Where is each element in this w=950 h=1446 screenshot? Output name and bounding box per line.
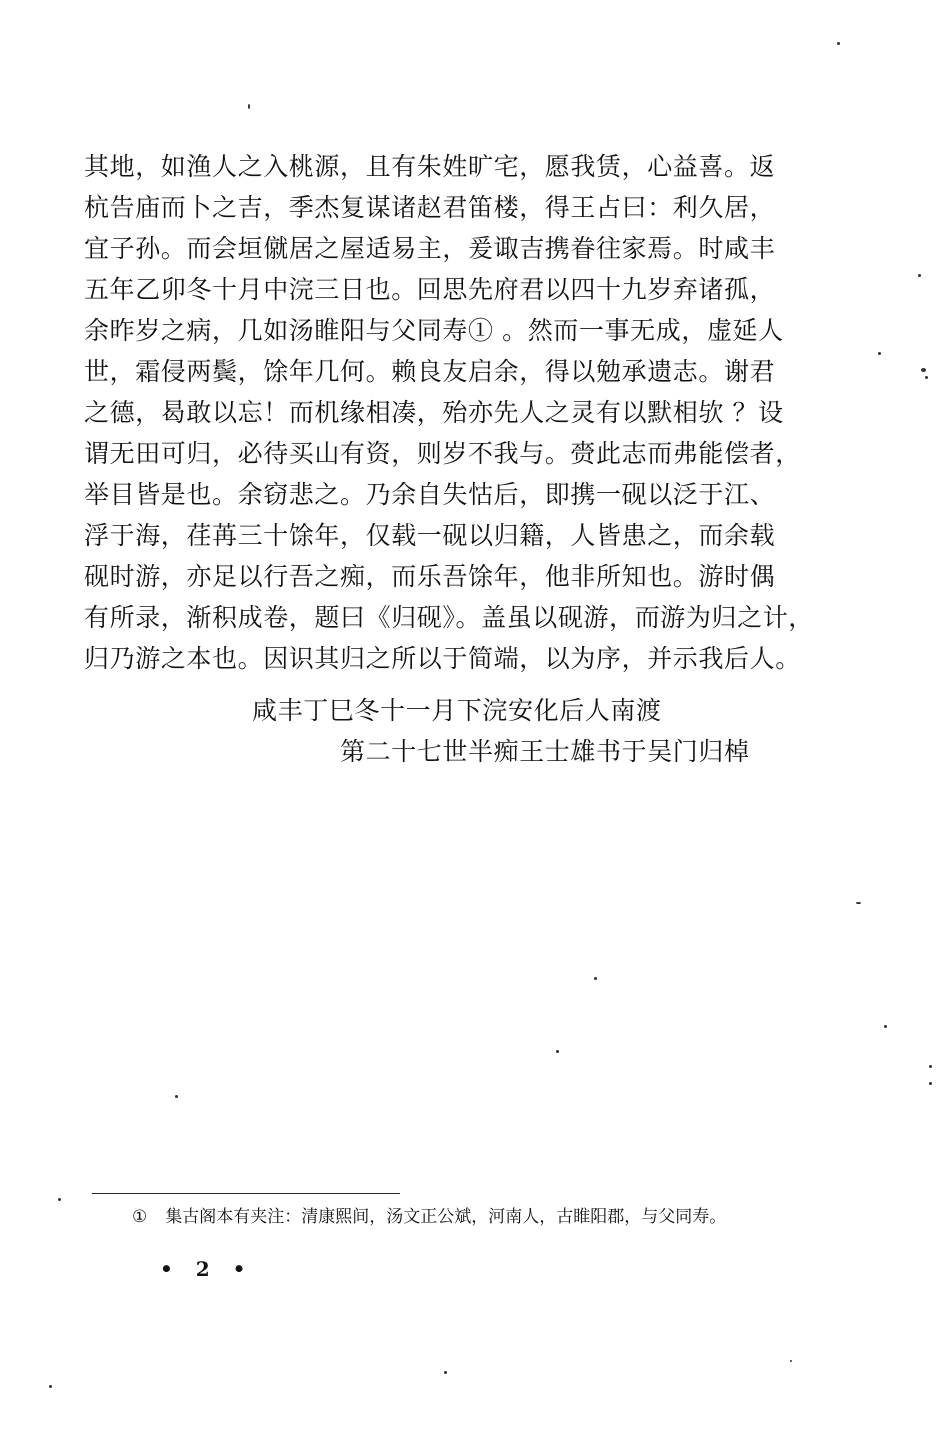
scan-speck <box>556 1050 559 1053</box>
body-line: 砚时游，亦足以行吾之痴，而乐吾馀年，他非所知也。游时偶 <box>84 562 776 591</box>
scan-speck <box>925 376 928 379</box>
body-line: 之德，曷敢以忘！而机缘相凑，殆亦先人之灵有以默相欤 ？设 <box>84 398 784 427</box>
scan-speck <box>444 1371 447 1374</box>
signature-line-2: 第二十七世半痴王士雄书于吴门归棹 <box>340 737 750 766</box>
body-line: 余昨岁之病，几如汤睢阳与父同寿① 。然而一事无成，虚延人 <box>84 316 784 345</box>
scan-speck <box>594 977 597 980</box>
signature-line-1: 咸丰丁巳冬十一月下浣安化后人南渡 <box>252 696 662 725</box>
footnote <box>132 1202 726 1232</box>
scan-speck <box>929 1082 932 1085</box>
body-line: 世，霜侵两鬓，馀年几何。赖良友启余，得以勉承遗志。谢君 <box>84 357 776 386</box>
body-line: 谓无田可归，必待买山有资，则岁不我与。赍此志而弗能偿者， <box>84 439 801 468</box>
body-line: 有所录，渐积成卷，题曰《归砚》。盖虽以砚游，而游为归之计， <box>84 603 814 632</box>
scan-speck <box>856 902 861 904</box>
footnote-divider <box>92 1193 400 1194</box>
footnote-marker: ① <box>132 1207 148 1227</box>
body-line: 其地，如渔人之入桃源，且有朱姓旷宅，愿我赁，心益喜。返 <box>84 152 776 181</box>
body-line: 杭告庙而卜之吉，季杰复谋诸赵君笛楼，得王占曰：利久居， <box>84 193 776 222</box>
body-line: 浮于海，荏苒三十馀年，仅载一砚以归籍，人皆患之，而余载 <box>84 521 776 550</box>
scan-speck <box>790 1360 792 1362</box>
scan-speck <box>248 104 250 109</box>
body-line: 举目皆是也。余窃悲之。乃余自失怙后，即携一砚以泛于江、 <box>84 480 776 509</box>
footnote-text: 集古阁本有夹注：清康熙间，汤文正公斌，河南人，古睢阳郡，与父同寿。 <box>165 1207 727 1227</box>
scan-speck <box>929 1065 932 1068</box>
scan-speck <box>175 1095 178 1098</box>
scan-speck <box>878 352 881 355</box>
scan-speck <box>884 1025 887 1028</box>
page-number: • 2 • <box>160 1257 254 1281</box>
scan-speck <box>918 274 921 277</box>
scan-speck <box>921 368 926 372</box>
body-line: 归乃游之本也。因识其归之所以于简端，以为序，并示我后人。 <box>84 644 801 673</box>
scan-speck <box>837 42 840 45</box>
scan-speck <box>58 1198 61 1201</box>
scan-speck <box>49 1385 52 1388</box>
body-line: 宜子孙。而会垣僦居之屋适易主，爰诹吉携眷往家焉。时咸丰 <box>84 234 776 263</box>
body-text <box>84 146 844 679</box>
body-line: 五年乙卯冬十月中浣三日也。回思先府君以四十九岁弃诸孤， <box>84 275 776 304</box>
